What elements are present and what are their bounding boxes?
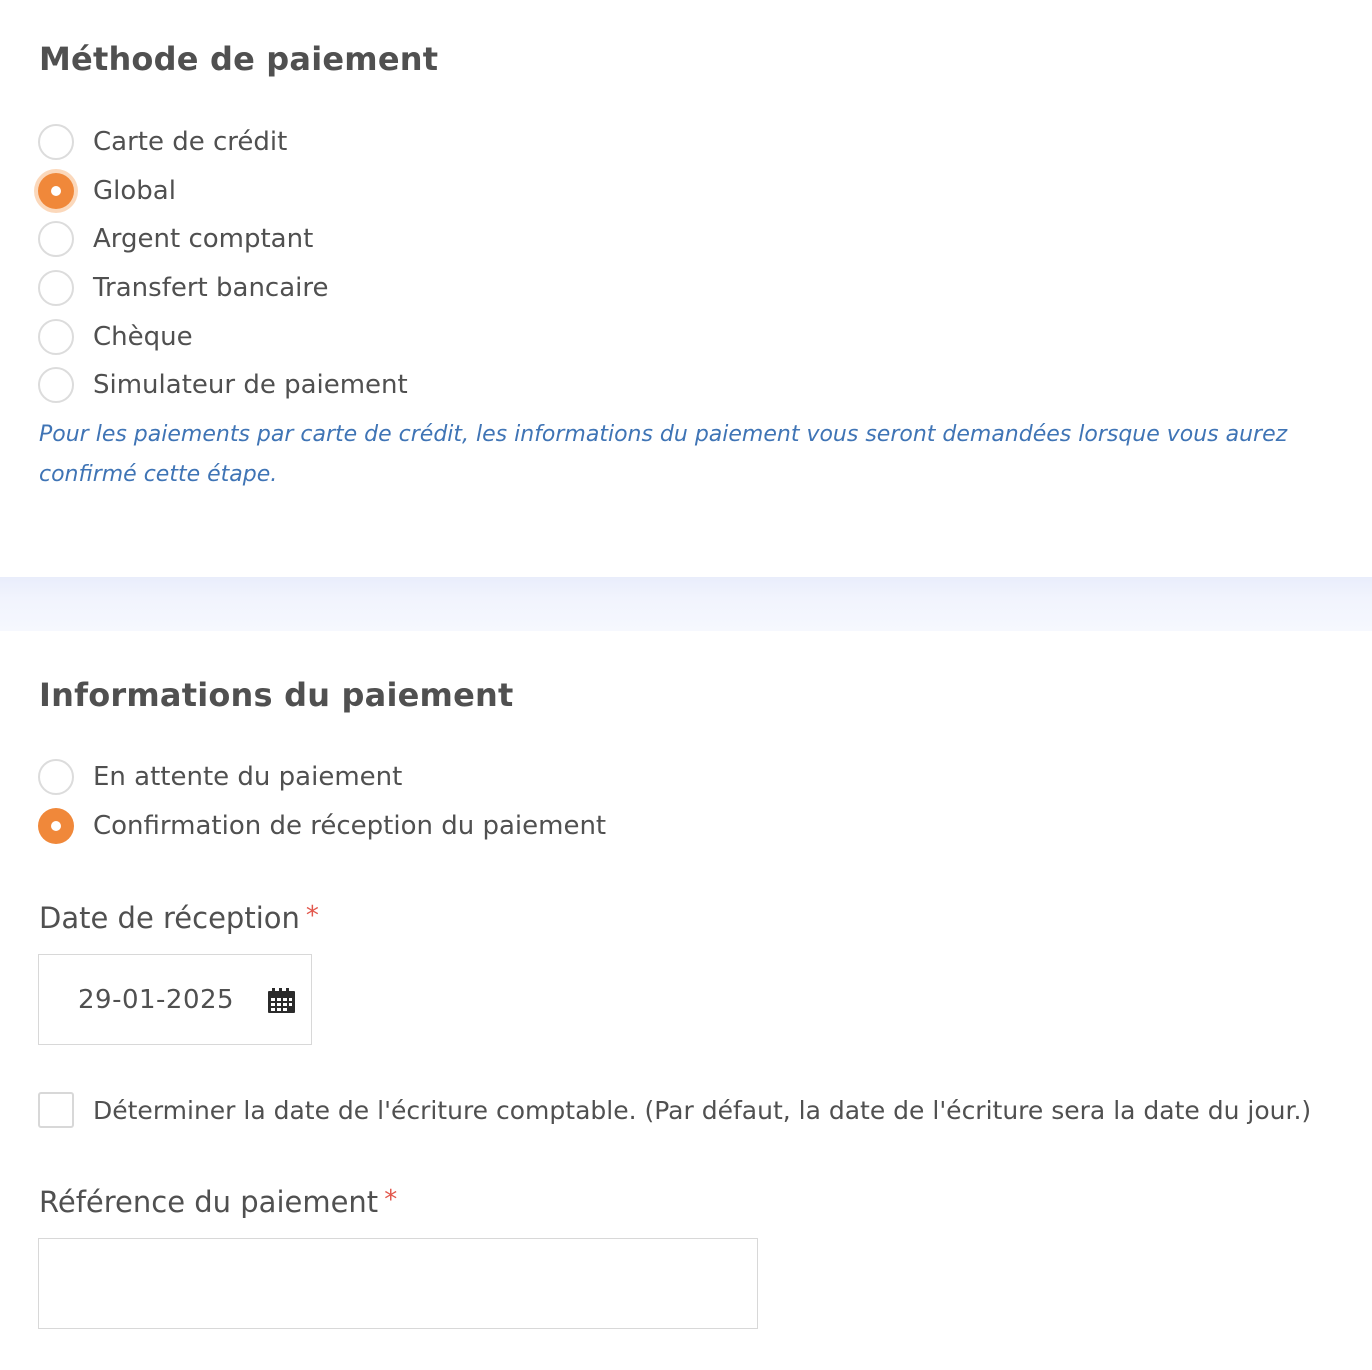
date-reception-label (39, 901, 319, 935)
radio-label: Simulateur de paiement (93, 370, 408, 400)
radio-option-awaiting-payment[interactable] (38, 759, 402, 795)
radio-option-payment-simulator[interactable] (38, 367, 408, 403)
credit-card-hint: Pour les paiements par carte de crédit, les informations du paiement vous seront demandées lorsque vous aurez confirmé cette étape. (39, 422, 1288, 487)
required-asterisk: * (384, 1185, 398, 1215)
date-reception-input[interactable] (38, 954, 312, 1045)
radio-label: Transfert bancaire (93, 273, 329, 303)
payment-reference-label-text: Référence du paiement (39, 1185, 379, 1219)
radio-label: Carte de crédit (93, 127, 288, 157)
calendar-icon[interactable] (268, 988, 295, 1013)
date-reception-label-text: Date de réception (39, 901, 300, 935)
radio-option-payment-received[interactable] (38, 808, 606, 844)
radio-option-bank-transfer[interactable] (38, 270, 329, 306)
payment-method-section (0, 0, 1372, 577)
radio-button[interactable] (38, 319, 74, 355)
required-asterisk: * (305, 901, 319, 931)
payment-method-title: Méthode de paiement (39, 40, 439, 78)
radio-button[interactable] (38, 221, 74, 257)
payment-info-section (0, 631, 1372, 1370)
accounting-date-checkbox-row[interactable] (38, 1092, 1311, 1128)
radio-button[interactable] (38, 759, 74, 795)
accounting-date-checkbox[interactable] (38, 1092, 74, 1128)
payment-reference-input[interactable] (38, 1238, 758, 1329)
payment-info-title: Informations du paiement (39, 676, 514, 714)
radio-label: En attente du paiement (93, 762, 403, 792)
payment-reference-label (39, 1185, 397, 1219)
radio-label: Confirmation de réception du paiement (93, 811, 607, 841)
radio-label: Chèque (93, 322, 193, 352)
radio-button[interactable] (38, 124, 74, 160)
section-divider (0, 577, 1372, 631)
radio-option-cheque[interactable] (38, 319, 193, 355)
radio-option-cash[interactable] (38, 221, 313, 257)
date-value: 29-01-2025 (78, 984, 235, 1015)
radio-button[interactable] (38, 270, 74, 306)
radio-button-selected[interactable] (38, 173, 74, 209)
radio-label: Global (93, 176, 176, 206)
accounting-date-checkbox-label: Déterminer la date de l'écriture comptable. (Par défaut, la date de l'écriture sera la date du jour.) (93, 1095, 1312, 1125)
radio-option-credit-card[interactable] (38, 124, 287, 160)
radio-option-global[interactable] (38, 173, 176, 209)
radio-button[interactable] (38, 367, 74, 403)
radio-label: Argent comptant (93, 224, 314, 254)
radio-button-selected[interactable] (38, 808, 74, 844)
